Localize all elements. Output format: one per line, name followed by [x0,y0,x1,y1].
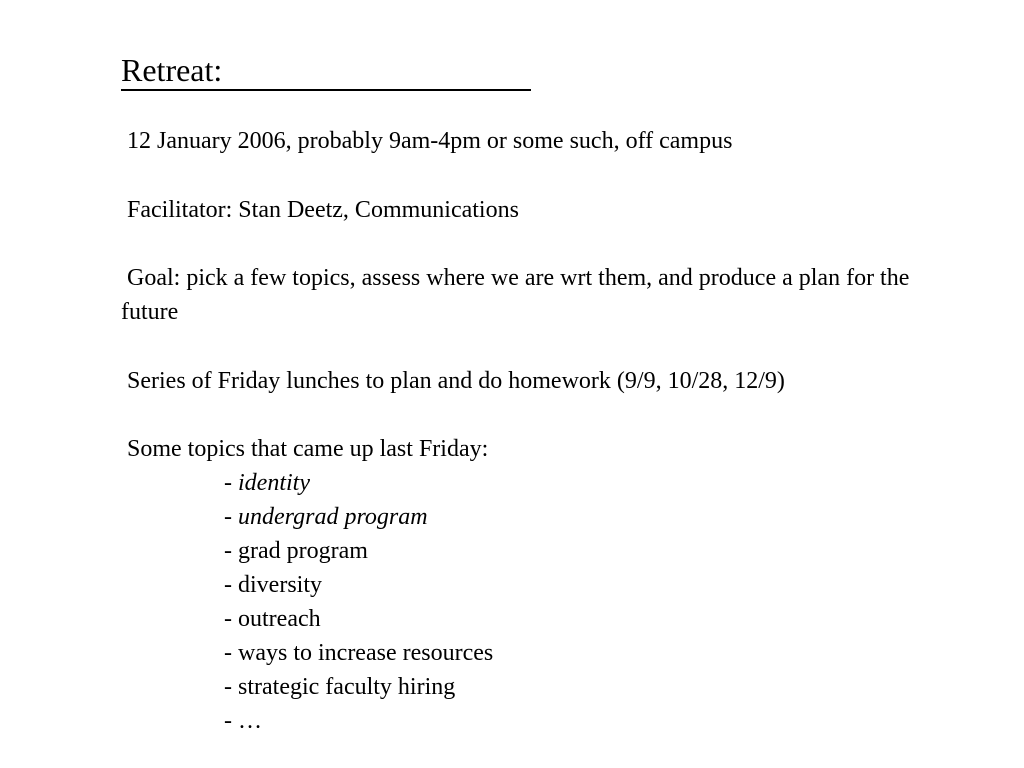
topic-dash: - [224,606,238,632]
topic-dash: - [224,572,238,598]
topic-item [224,670,455,704]
topic-dash: - [224,470,238,496]
topic-text: identity [238,470,310,496]
topic-dash: - [224,708,238,734]
topic-text: grad program [238,538,368,564]
topic-text: diversity [238,572,322,598]
topic-text: strategic faculty hiring [238,674,456,700]
topic-dash: - [224,538,238,564]
topic-item [224,500,428,534]
topic-item [224,568,322,602]
lunches-line: Series of Friday lunches to plan and do homework (9/9, 10/28, 12/9) [121,368,785,394]
topic-text: … [238,708,262,734]
topic-text: ways to increase resources [238,640,494,666]
slide-title: Retreat: [121,52,531,91]
topic-text: undergrad program [238,504,428,530]
topic-item [224,636,493,670]
topic-item [224,534,368,568]
date-line: 12 January 2006, probably 9am-4pm or some such, off campus [121,128,733,154]
topic-item [224,704,262,738]
topic-item [224,602,321,636]
goal-line: Goal: pick a few topics, assess where we are wrt them, and produce a plan for the future [121,265,916,325]
topic-text: outreach [238,606,321,632]
topics-heading: Some topics that came up last Friday: [121,436,489,462]
topic-dash: - [224,640,238,666]
topic-dash: - [224,674,238,700]
topic-item [224,466,310,500]
facilitator-line: Facilitator: Stan Deetz, Communications [121,197,519,223]
topic-dash: - [224,504,238,530]
